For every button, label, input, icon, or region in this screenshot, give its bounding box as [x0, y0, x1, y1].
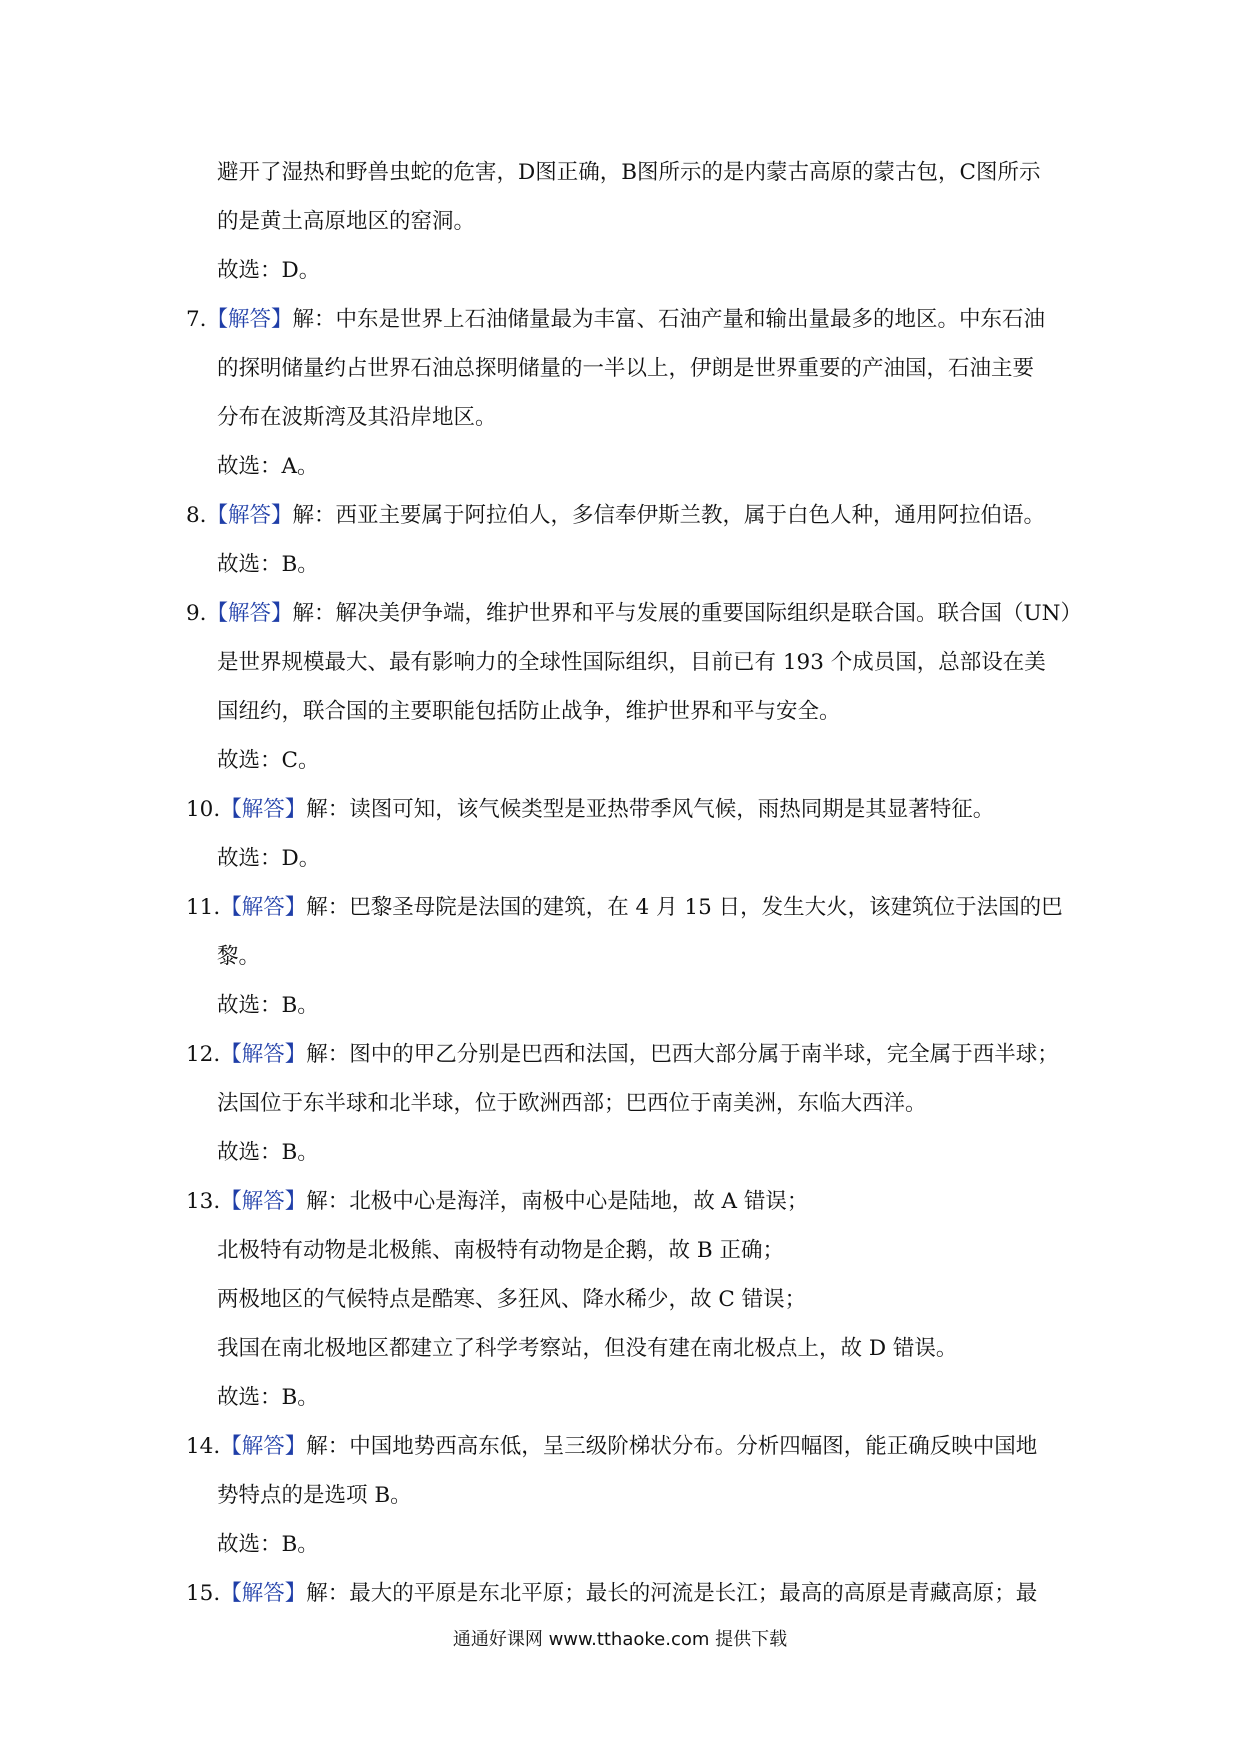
answer-text: 解：北极中心是海洋，南极中心是陆地，故 A 错误；	[306, 1189, 809, 1214]
choice-line: 故选：D。	[217, 846, 321, 871]
answer-text: 解：中国地势西高东低，呈三级阶梯状分布。分析四幅图，能正确反映中国地	[306, 1434, 1038, 1459]
text-line: 国纽约，联合国的主要职能包括防止战争，维护世界和平与安全。	[217, 699, 841, 724]
text-line: 法国位于东半球和北半球，位于欧洲西部；巴西位于南美洲，东临大西洋。	[217, 1091, 927, 1116]
item-number: 12.	[186, 1042, 221, 1067]
item-number: 7.	[186, 307, 207, 332]
choice-line: 故选：C。	[217, 748, 320, 773]
item-number: 9.	[186, 601, 207, 626]
answer-item-10	[186, 795, 994, 825]
text-line: 北极特有动物是北极熊、南极特有动物是企鹅，故 B 正确；	[217, 1238, 784, 1263]
answer-text: 解：解决美伊争端，维护世界和平与发展的重要国际组织是联合国。联合国（UN）	[292, 601, 1082, 626]
answer-text: 解：图中的甲乙分别是巴西和法国，巴西大部分属于南半球，完全属于西半球；	[306, 1042, 1059, 1067]
text-line: 两极地区的气候特点是酷寒、多狂风、降水稀少，故 C 错误；	[217, 1287, 807, 1312]
answer-tag: 【解答】	[206, 601, 293, 626]
text-line: 的探明储量约占世界石油总探明储量的一半以上，伊朗是世界重要的产油国，石油主要	[217, 356, 1035, 381]
answer-item-14	[186, 1432, 1037, 1462]
item-number: 8.	[186, 503, 207, 528]
answer-tag: 【解答】	[220, 1434, 307, 1459]
text-line: 分布在波斯湾及其沿岸地区。	[217, 405, 497, 430]
answer-tag: 【解答】	[220, 797, 307, 822]
answer-item-13	[186, 1187, 808, 1217]
item-number: 10.	[186, 797, 221, 822]
choice-line: 故选：B。	[217, 993, 319, 1018]
text-line: 势特点的是选项 B。	[217, 1483, 412, 1508]
choice-line: 故选：B。	[217, 1385, 319, 1410]
text-line: 是世界规模最大、最有影响力的全球性国际组织，目前已有 193 个成员国，总部设在美	[217, 650, 1046, 675]
answer-item-15	[186, 1579, 1037, 1609]
text-line: 的是黄土高原地区的窑洞。	[217, 209, 476, 234]
answer-tag: 【解答】	[220, 1581, 307, 1606]
item-number: 14.	[186, 1434, 221, 1459]
answer-tag: 【解答】	[220, 1189, 307, 1214]
answer-item-7	[186, 305, 1045, 335]
answer-tag: 【解答】	[206, 503, 293, 528]
text-line: 黎。	[217, 944, 261, 969]
choice-line: 故选：D。	[217, 258, 321, 283]
answer-text: 解：读图可知，该气候类型是亚热带季风气候，雨热同期是其显著特征。	[306, 797, 995, 822]
answer-item-9	[186, 599, 1082, 629]
answer-tag: 【解答】	[206, 307, 293, 332]
text-line: 避开了湿热和野兽虫蛇的危害，D图正确，B图所示的是内蒙古高原的蒙古包，C图所示	[217, 160, 1041, 185]
text-line: 我国在南北极地区都建立了科学考察站，但没有建在南北极点上，故 D 错误。	[217, 1336, 958, 1361]
answer-item-12	[186, 1040, 1059, 1070]
item-number: 11.	[186, 895, 221, 920]
answer-item-8	[186, 501, 1045, 531]
answer-text: 解：中东是世界上石油储量最为丰富、石油产量和输出量最多的地区。中东石油	[292, 307, 1046, 332]
page-footer: 通通好课网 www.tthaoke.com 提供下载	[452, 1629, 788, 1650]
answer-tag: 【解答】	[220, 895, 307, 920]
choice-line: 故选：B。	[217, 552, 319, 577]
item-number: 15.	[186, 1581, 221, 1606]
choice-line: 故选：B。	[217, 1532, 319, 1557]
choice-line: 故选：B。	[217, 1140, 319, 1165]
answer-tag: 【解答】	[220, 1042, 307, 1067]
answer-text: 解：巴黎圣母院是法国的建筑，在 4 月 15 日，发生大火，该建筑位于法国的巴	[306, 895, 1063, 920]
answer-text: 解：西亚主要属于阿拉伯人，多信奉伊斯兰教，属于白色人种，通用阿拉伯语。	[292, 503, 1046, 528]
answer-item-11	[186, 893, 1063, 923]
item-number: 13.	[186, 1189, 221, 1214]
choice-line: 故选：A。	[217, 454, 319, 479]
answer-text: 解：最大的平原是东北平原；最长的河流是长江；最高的高原是青藏高原；最	[306, 1581, 1038, 1606]
